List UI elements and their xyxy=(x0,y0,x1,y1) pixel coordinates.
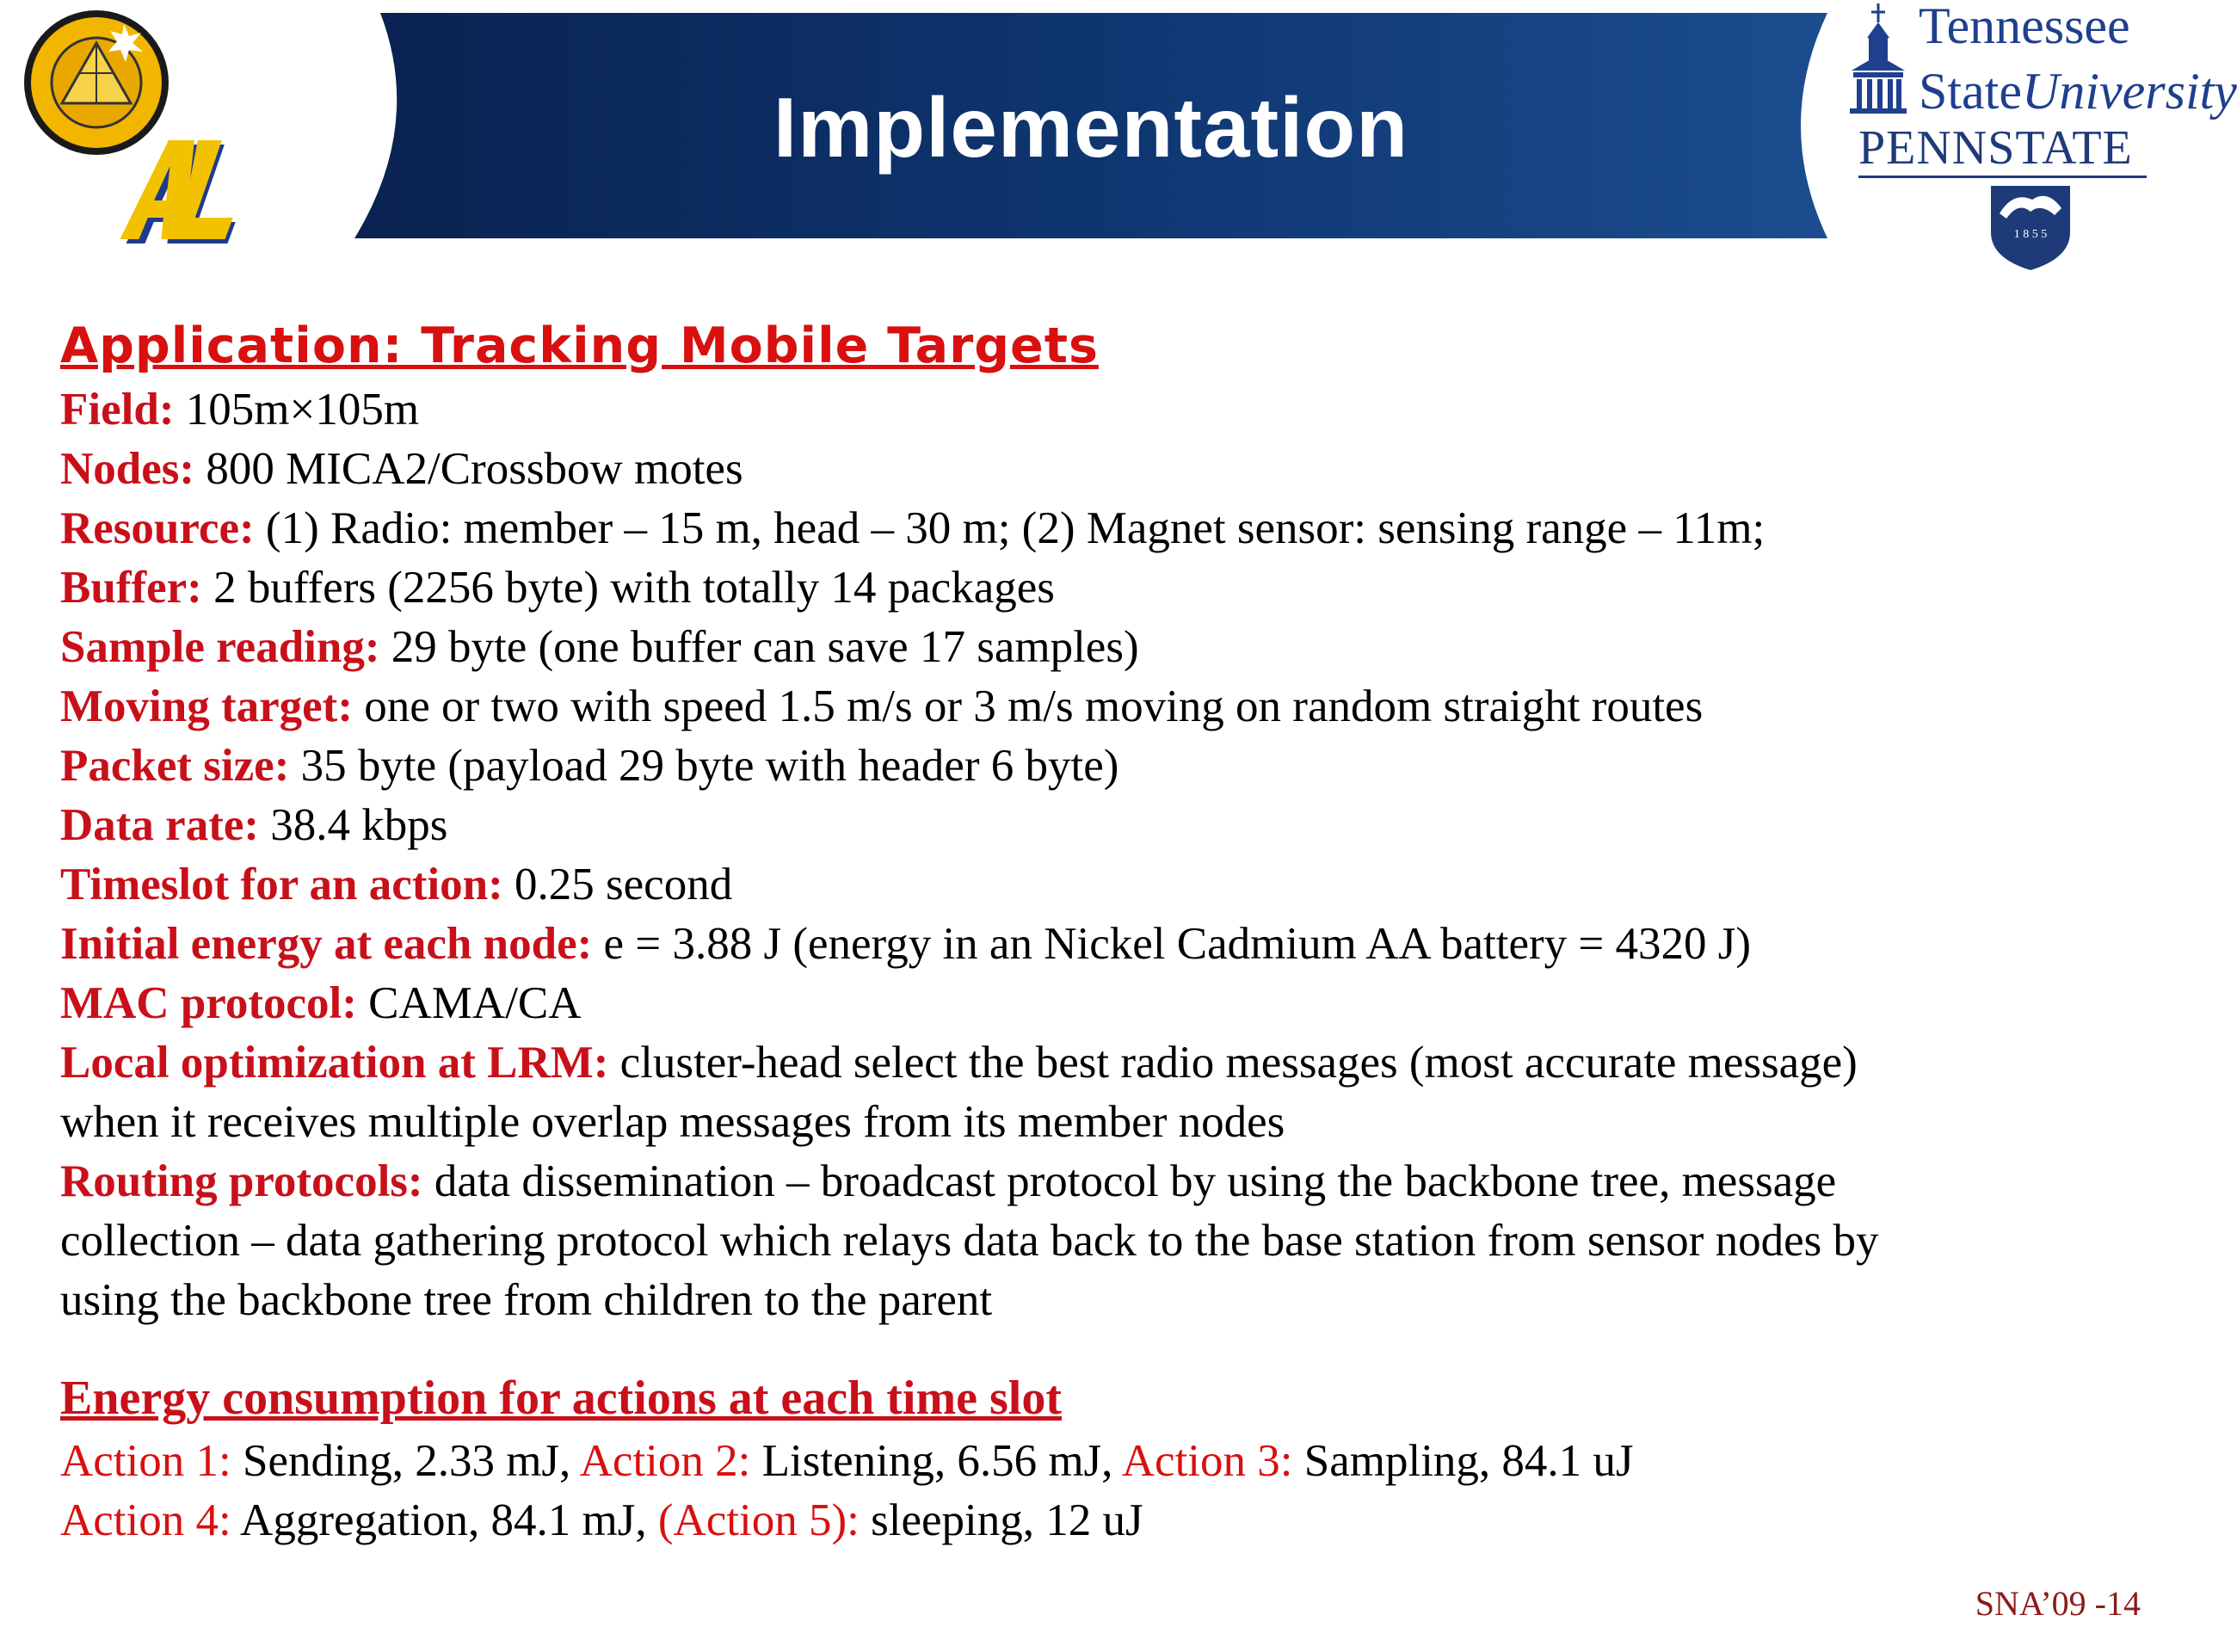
detail-continuation: using the backbone tree from children to the parent xyxy=(60,1275,993,1325)
tsu-text-line1: Tennessee xyxy=(1919,0,2130,54)
detail-line xyxy=(60,1152,2160,1211)
pennstate-year: 1 8 5 5 xyxy=(2013,228,2048,241)
detail-value: 2 buffers (2256 byte) with totally 14 packages xyxy=(201,563,1055,613)
detail-label: Packet size: xyxy=(60,741,290,791)
detail-label: Initial energy at each node: xyxy=(60,919,593,969)
slide-content xyxy=(60,311,2160,1550)
detail-value: CAMA/CA xyxy=(356,978,582,1028)
detail-label: Moving target: xyxy=(60,681,353,731)
application-heading: Application: Tracking Mobile Targets xyxy=(60,317,1099,374)
detail-value: e = 3.88 J (energy in an Nickel Cadmium AA battery = 4320 J) xyxy=(592,919,1752,969)
pennstate-shield-icon xyxy=(1987,182,2074,273)
energy-line-1 xyxy=(60,1432,2160,1491)
detail-line xyxy=(60,440,2160,499)
detail-value: (1) Radio: member – 15 m, head – 30 m; (2) Magnet sensor: sensing range – 11m; xyxy=(254,503,1766,553)
detail-value: 0.25 second xyxy=(502,860,733,909)
detail-label: Buffer: xyxy=(60,563,202,613)
detail-value: 35 byte (payload 29 byte with header 6 byte) xyxy=(289,741,1119,791)
action-description: Aggregation, 84.1 mJ, xyxy=(231,1495,658,1545)
energy-line-2 xyxy=(60,1491,2160,1550)
tsu-building-icon xyxy=(1848,3,1908,114)
action-description: Sampling, 84.1 uJ xyxy=(1292,1436,1634,1486)
detail-line xyxy=(60,618,2160,677)
pennstate-wordmark: PENNSTATE xyxy=(1858,121,2133,175)
detail-line xyxy=(60,499,2160,558)
page-title: Implementation xyxy=(773,79,1409,175)
detail-label: Field: xyxy=(60,385,175,435)
detail-value: cluster-head select the best radio messages (most accurate message) xyxy=(608,1038,1858,1088)
energy-heading: Energy consumption for actions at each time slot xyxy=(60,1372,1062,1425)
detail-line xyxy=(60,558,2160,618)
title-banner xyxy=(354,13,1827,238)
application-details xyxy=(60,380,2160,1330)
detail-line xyxy=(60,737,2160,796)
detail-label: Timeslot for an action: xyxy=(60,860,503,909)
action-label: Action 1: xyxy=(60,1436,231,1486)
action-description: Sending, 2.33 mJ, xyxy=(231,1436,580,1486)
pennstate-rule xyxy=(1858,176,2147,178)
arl-logo-icon xyxy=(116,136,288,248)
tsu-logo xyxy=(1848,0,2237,120)
action-label: Action 2: xyxy=(579,1436,751,1486)
detail-label: Sample reading: xyxy=(60,622,380,672)
detail-value: 38.4 kbps xyxy=(259,800,448,850)
action-label: Action 4: xyxy=(60,1495,231,1545)
action-label: (Action 5): xyxy=(657,1495,860,1545)
detail-value: one or two with speed 1.5 m/s or 3 m/s moving on random straight routes xyxy=(352,681,1704,731)
detail-label: Nodes: xyxy=(60,444,195,494)
detail-continuation: collection – data gathering protocol which relays data back to the base station from sensor nodes by xyxy=(60,1216,1879,1266)
detail-value: 29 byte (one buffer can save 17 samples) xyxy=(379,622,1139,672)
detail-continuation: when it receives multiple overlap messages from its member nodes xyxy=(60,1097,1285,1147)
detail-value: data dissemination – broadcast protocol by using the backbone tree, message xyxy=(422,1156,1837,1206)
detail-value: 105m×105m xyxy=(174,385,420,435)
tsu-text-line2: StateUniversity xyxy=(1919,63,2237,120)
detail-label: Resource: xyxy=(60,503,255,553)
action-description: Listening, 6.56 mJ, xyxy=(750,1436,1122,1486)
detail-label: MAC protocol: xyxy=(60,978,357,1028)
detail-line xyxy=(60,796,2160,855)
detail-line xyxy=(60,1033,2160,1093)
detail-label: Routing protocols: xyxy=(60,1156,423,1206)
detail-line xyxy=(60,677,2160,737)
detail-line xyxy=(60,855,2160,915)
detail-label: Local optimization at LRM: xyxy=(60,1038,609,1088)
action-label: Action 3: xyxy=(1121,1436,1293,1486)
detail-line xyxy=(60,915,2160,974)
pennstate-logo xyxy=(1858,120,2168,271)
detail-line xyxy=(60,380,2160,440)
detail-value: 800 MICA2/Crossbow motes xyxy=(194,444,743,494)
detail-line xyxy=(60,974,2160,1033)
detail-label: Data rate: xyxy=(60,800,260,850)
action-description: sleeping, 12 uJ xyxy=(859,1495,1143,1545)
slide-number: SNA’09 -14 xyxy=(1975,1584,2141,1623)
